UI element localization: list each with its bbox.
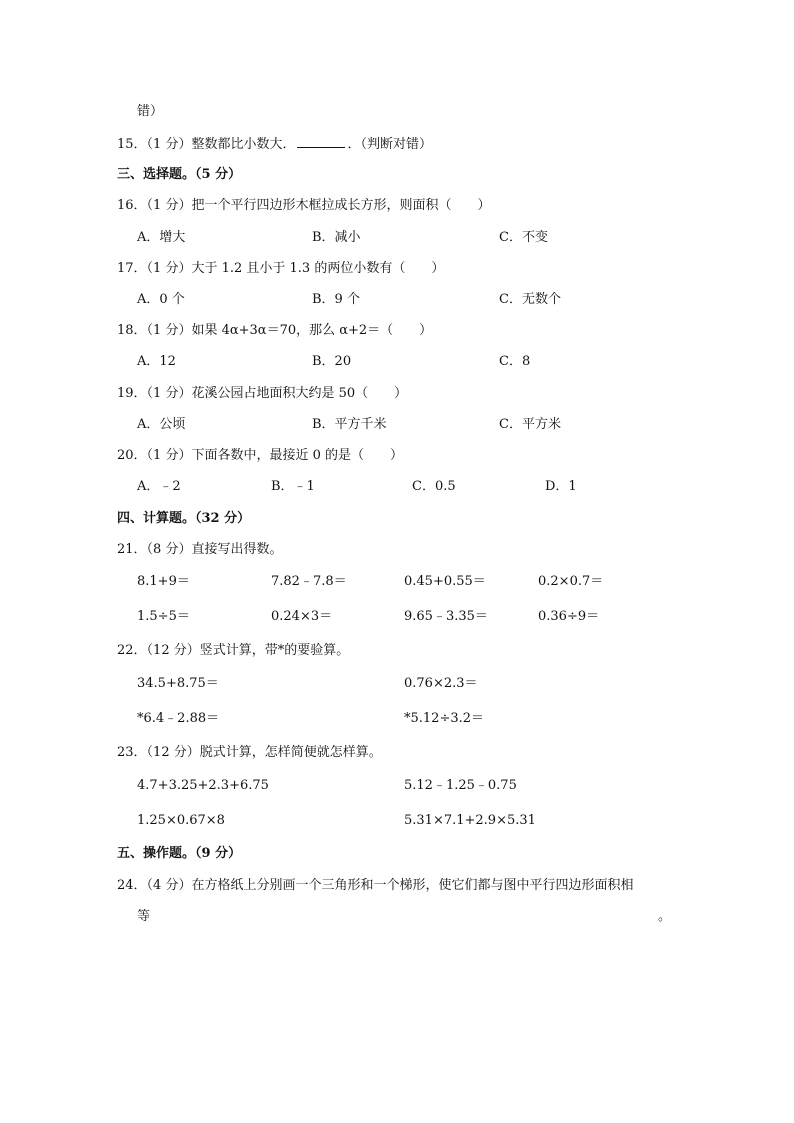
q21-item: 1.5÷5＝ xyxy=(137,609,190,624)
q21-item: 0.45+0.55＝ xyxy=(404,574,486,589)
question-24-line2: 等 xyxy=(137,909,151,924)
question-17-stem: 17．（1 分）大于 1.2 且小于 1.3 的两位小数有（ ） xyxy=(117,261,445,276)
q22-item: *5.12÷3.2＝ xyxy=(404,711,485,726)
q21-item: 0.2×0.7＝ xyxy=(538,574,604,589)
q16-option-c[interactable]: C．不变 xyxy=(499,230,548,245)
question-19-stem: 19．（1 分）花溪公园占地面积大约是 50（ ） xyxy=(117,386,408,401)
q21-item: 0.24×3＝ xyxy=(271,609,333,624)
q18-option-b[interactable]: B．20 xyxy=(312,354,352,369)
q23-item: 5.31×7.1+2.9×5.31 xyxy=(404,813,536,828)
section-4-heading: 四、计算题。（32 分） xyxy=(117,511,251,526)
q21-item: 8.1+9＝ xyxy=(137,574,190,589)
question-21-stem: 21．（8 分）直接写出得数。 xyxy=(117,542,283,557)
question-16-stem: 16．（1 分）把一个平行四边形木框拉成长方形，则面积（ ） xyxy=(117,198,491,213)
question-23-stem: 23．（12 分）脱式计算，怎样简便就怎样算。 xyxy=(117,745,382,760)
q17-option-b[interactable]: B．9 个 xyxy=(312,292,360,307)
q15-answer-blank[interactable] xyxy=(297,135,345,148)
q20-option-b[interactable]: B．﹣1 xyxy=(271,479,315,494)
question-15 xyxy=(117,135,432,154)
q14-continuation: 错） xyxy=(137,104,164,119)
q17-option-a[interactable]: A．0 个 xyxy=(137,292,185,307)
section-3-heading: 三、选择题。（5 分） xyxy=(117,167,242,182)
q22-item: *6.4﹣2.88＝ xyxy=(137,711,220,726)
q21-item: 7.82﹣7.8＝ xyxy=(271,574,347,589)
q19-option-a[interactable]: A．公顷 xyxy=(137,417,186,432)
q20-option-c[interactable]: C．0.5 xyxy=(412,479,456,494)
q15-prefix: 15．（1 分）整数都比小数大． xyxy=(117,137,296,152)
q22-item: 34.5+8.75＝ xyxy=(137,676,219,691)
q23-item: 1.25×0.67×8 xyxy=(137,813,225,828)
question-24-line1: 24．（4 分）在方格纸上分别画一个三角形和一个梯形，使它们都与图中平行四边形面积相 xyxy=(117,878,634,893)
q20-option-a[interactable]: A．﹣2 xyxy=(137,479,181,494)
q16-option-a[interactable]: A．增大 xyxy=(137,230,186,245)
section-5-heading: 五、操作题。（9 分） xyxy=(117,846,242,861)
q23-item: 4.7+3.25+2.3+6.75 xyxy=(137,778,269,793)
q21-item: 0.36÷9＝ xyxy=(538,609,600,624)
q15-suffix: ．（判断对错） xyxy=(347,137,432,152)
q18-option-a[interactable]: A．12 xyxy=(137,354,176,369)
q21-item: 9.65﹣3.35＝ xyxy=(404,609,488,624)
q16-option-b[interactable]: B．减小 xyxy=(312,230,361,245)
question-20-stem: 20．（1 分）下面各数中，最接近 0 的是（ ） xyxy=(117,448,403,463)
q18-option-c[interactable]: C．8 xyxy=(499,354,531,369)
q19-option-c[interactable]: C．平方米 xyxy=(499,417,561,432)
question-24-end-mark: 。 xyxy=(658,909,672,924)
question-22-stem: 22．（12 分）竖式计算，带*的要验算。 xyxy=(117,643,350,658)
question-18-stem: 18．（1 分）如果 4α+3α＝70，那么 α+2＝（ ） xyxy=(117,323,433,338)
q23-item: 5.12﹣1.25﹣0.75 xyxy=(404,778,517,793)
q17-option-c[interactable]: C．无数个 xyxy=(499,292,561,307)
q19-option-b[interactable]: B．平方千米 xyxy=(312,417,387,432)
q22-item: 0.76×2.3＝ xyxy=(404,676,478,691)
q20-option-d[interactable]: D．1 xyxy=(545,479,577,494)
